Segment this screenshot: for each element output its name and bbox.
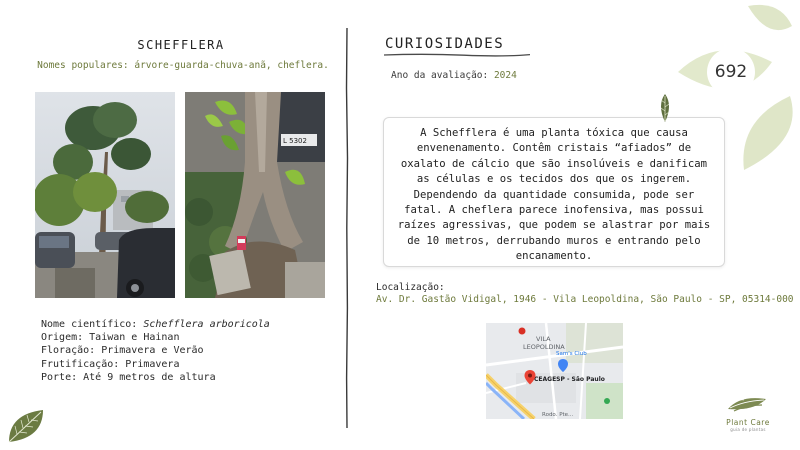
curiosities-title: CURIOSIDADES (385, 36, 505, 52)
year-value: 2024 (493, 70, 517, 81)
map-district-line1: VILA (536, 335, 551, 343)
map-road-label: Rodo. Pte... (542, 412, 574, 418)
scientific-name: Schefflera arboricola (143, 319, 270, 330)
logo-tagline: guia de plantas (730, 427, 766, 432)
plant-number-badge: 692 (714, 62, 748, 82)
location-label: Localização: (376, 282, 445, 293)
location-map[interactable] (486, 323, 623, 419)
plant-title: SCHEFFLERA (137, 38, 225, 52)
map-park-icon (604, 398, 610, 404)
flowering-row: Floração: Primavera e Verão (41, 345, 204, 357)
size-row: Porte: Até 9 metros de altura (41, 371, 216, 383)
car-plate: L 5302 (283, 137, 307, 145)
corner-leaf-icon (5, 406, 47, 446)
popular-names: Nomes populares: árvore-guarda-chuva-anã, cheflera. (37, 60, 329, 71)
scientific-name-row (41, 318, 270, 331)
map-marker-icon (519, 328, 526, 335)
year-label: Ano da avaliação: (391, 70, 494, 81)
scientific-name-label: Nome científico: (41, 319, 144, 330)
plant-facts (41, 318, 270, 384)
evaluation-year (391, 70, 517, 81)
trunk-photo (185, 92, 325, 298)
decorative-leaves-icon (668, 0, 800, 180)
plant-care-logo-icon (726, 393, 768, 413)
title-underline (384, 52, 530, 58)
logo-name: Plant Care (726, 418, 770, 427)
map-poi-sams: Sam's Club (556, 351, 587, 357)
map-district-line2: LEOPOLDINA (523, 343, 565, 351)
location-address: Av. Dr. Gastão Vidigal, 1946 - Vila Leopoldina, São Paulo - SP, 05314-000 (376, 294, 794, 305)
origin-row: Origem: Taiwan e Hainan (41, 332, 180, 344)
fruiting-row: Frutificação: Primavera (41, 358, 180, 370)
map-poi-ceagesp: CEAGESP - São Paulo (534, 376, 605, 383)
tree-photo (35, 92, 175, 298)
column-divider (340, 28, 354, 428)
curiosity-text-box: A Schefflera é uma planta tóxica que causa envenenamento. Contêm cristais “afiados” de oxalato de cálcio que são insolúveis e danificam as células e os tecidos dos que os ingerem. Dependendo da quantidade consumida, pode ser fatal. A cheflera parece inofensiva, mas possui raízes agressivas, que podem se alastrar por mais de 10 metros, derrubando muros e entrando pelo encanamento. (383, 117, 725, 267)
small-leaf-icon (656, 93, 674, 123)
